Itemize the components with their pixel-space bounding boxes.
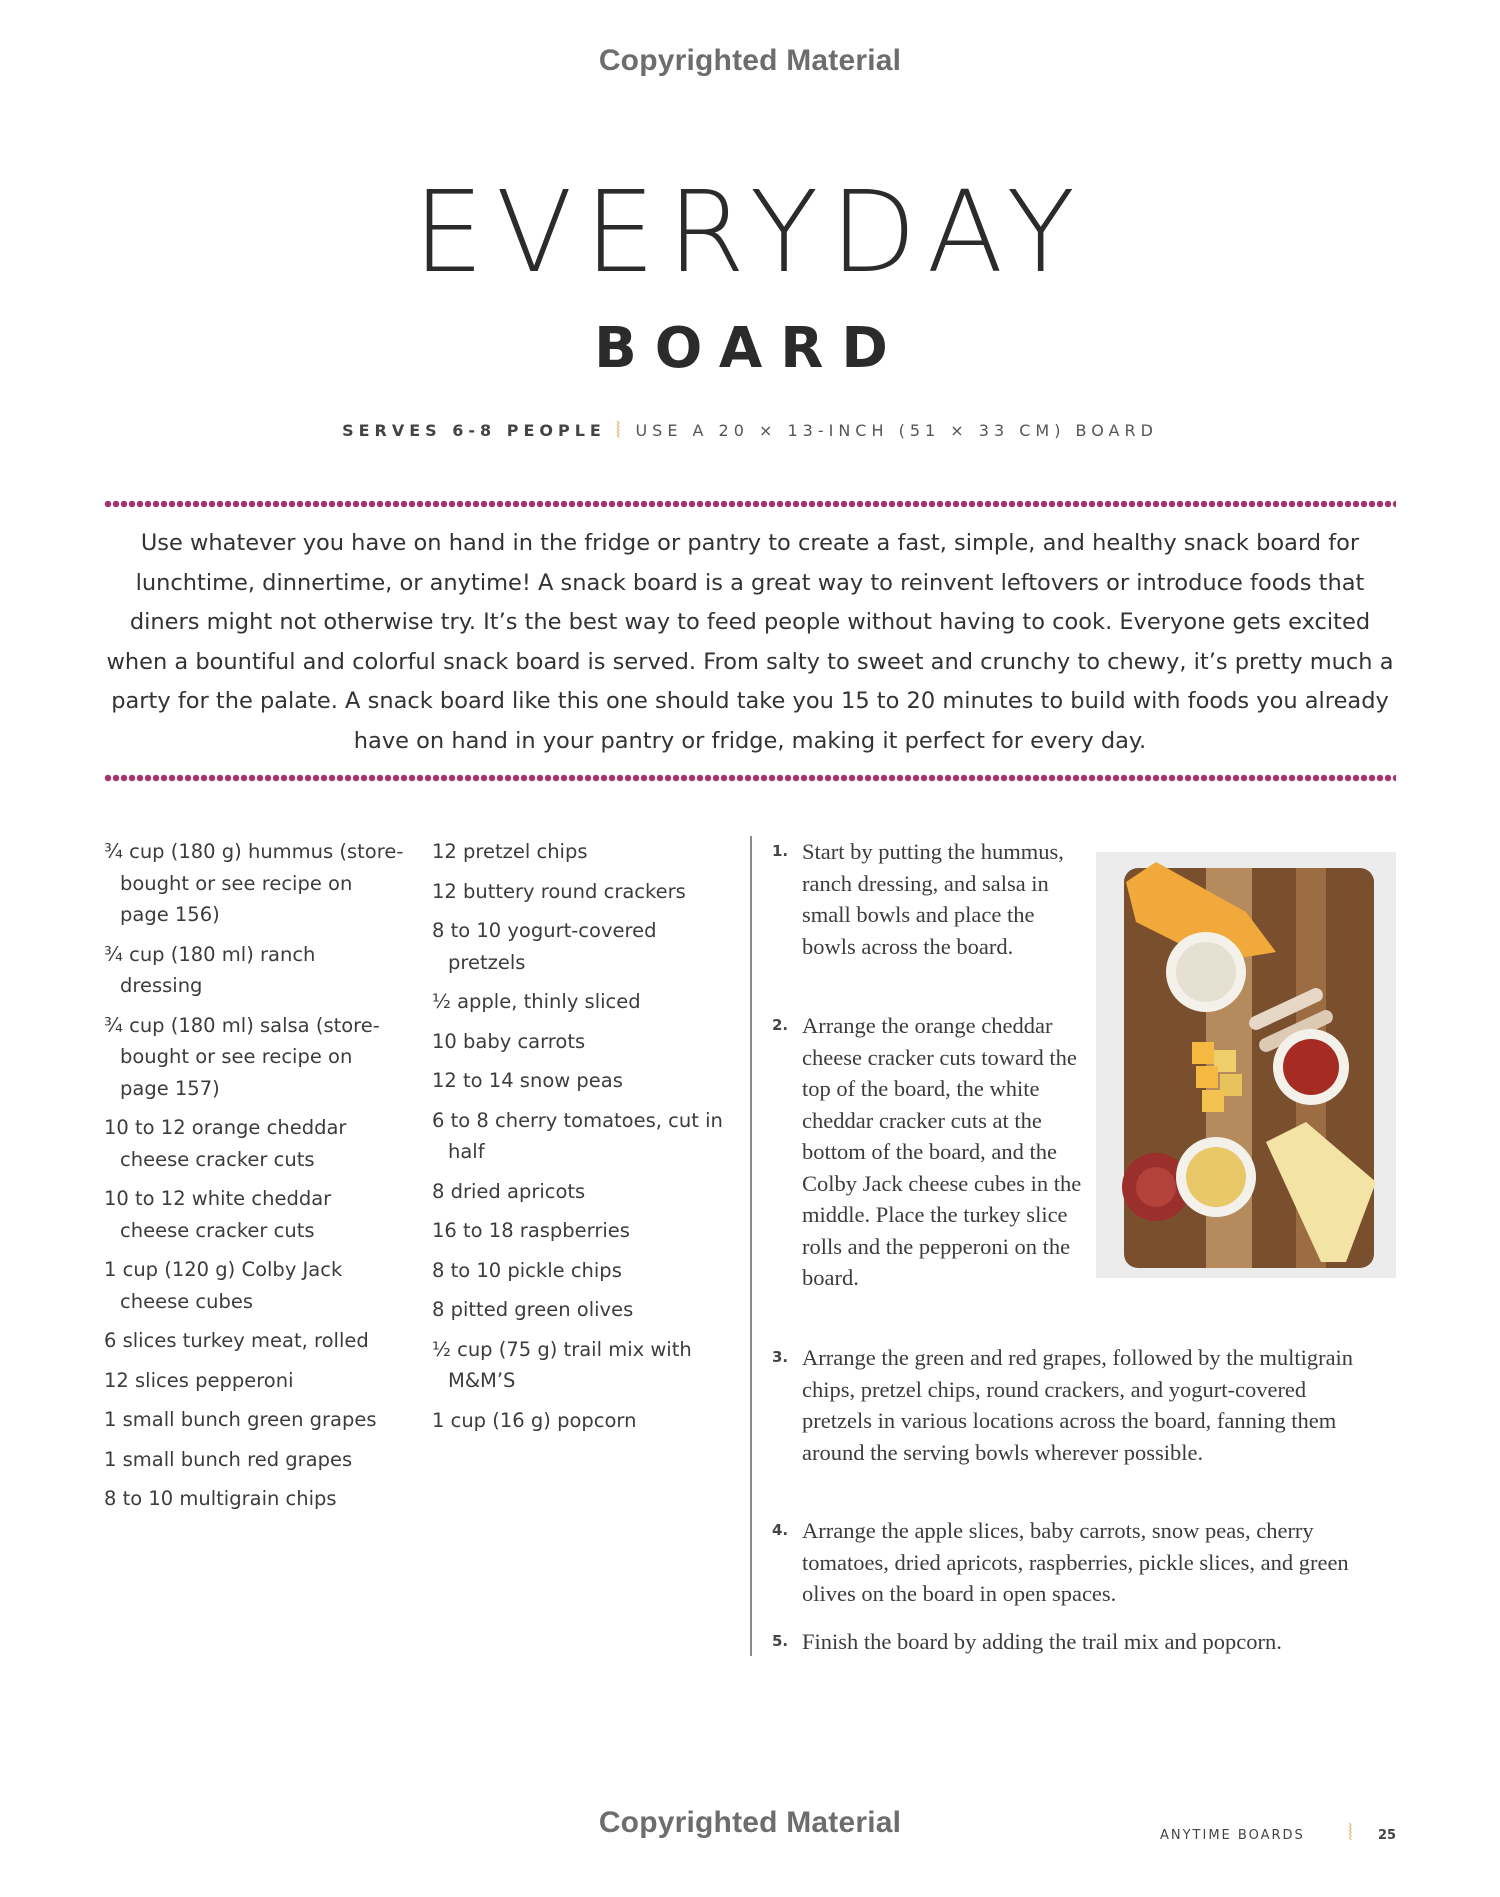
board-size-label: USE A 20 × 13-INCH (51 × 33 CM) BOARD — [635, 421, 1158, 440]
ingredient-item: ¾ cup (180 g) hummus (store-bought or see recipe on page 156) — [104, 840, 404, 926]
ingredient-item: 12 to 14 snow peas — [432, 1069, 623, 1092]
step-text: Finish the board by adding the trail mix and popcorn. — [802, 1629, 1282, 1654]
step-number: 5. — [772, 1632, 789, 1650]
copyright-watermark-top: Copyrighted Material — [598, 44, 902, 77]
step-number: 2. — [772, 1016, 789, 1034]
serves-info — [0, 417, 1500, 442]
step-number: 1. — [772, 842, 789, 860]
ingredient-item: 8 pitted green olives — [432, 1298, 634, 1321]
column-divider — [750, 836, 752, 1656]
ingredient-item: 1 cup (120 g) Colby Jack cheese cubes — [104, 1258, 343, 1313]
ingredient-item: 8 dried apricots — [432, 1179, 586, 1203]
ingredient-item: 8 to 10 multigrain chips — [104, 1487, 337, 1510]
ingredient-item: 8 to 10 yogurt-covered pretzels — [432, 919, 657, 974]
step-1 — [772, 836, 1082, 962]
dotted-divider-bottom — [104, 772, 1396, 784]
ingredient-item: 12 pretzel chips — [432, 840, 588, 863]
serves-label: SERVES 6-8 PEOPLE — [342, 421, 606, 440]
page-title: EVERYDAY — [413, 168, 1087, 298]
dotted-divider-top — [104, 498, 1396, 510]
ingredient-item: 6 slices turkey meat, rolled — [104, 1329, 369, 1352]
ingredients-list-column-2 — [432, 836, 732, 1444]
step-2 — [772, 1010, 1082, 1294]
step-text: Arrange the orange cheddar cheese cracker cuts toward the top of the board, the white cheddar cracker cuts at the bottom of the board, and the Colby Jack cheese cubes in the middle. Place the turkey slice rolls and the pepperoni on the board. — [802, 1013, 1082, 1290]
ingredient-item: 1 small bunch red grapes — [104, 1447, 353, 1471]
ingredient-item: 8 to 10 pickle chips — [432, 1258, 622, 1282]
ingredient-item: ½ cup (75 g) trail mix with M&M’S — [432, 1337, 692, 1392]
ingredient-item: 10 to 12 white cheddar cheese cracker cuts — [104, 1187, 332, 1242]
ingredient-item: 1 cup (16 g) popcorn — [432, 1408, 637, 1432]
ingredient-item: ¾ cup (180 ml) salsa (store-bought or see recipe on page 157) — [104, 1013, 380, 1100]
step-4 — [772, 1515, 1372, 1610]
intro-paragraph: Use whatever you have on hand in the fridge or pantry to create a fast, simple, and healthy snack board for lunchtime, dinnertime, or anytime! A snack board is a great way to reinvent leftovers or introduce foods that diners might not otherwise try. It’s the best way to feed people without having to cook. Everyone gets excited when a bountiful and colorful snack board is served. From salty to sweet and crunchy to chewy, it’s pretty much a party for the palate. A snack board like this one should take you 15 to 20 minutes to build with foods you already have on hand in your pantry or fridge, making it perfect for every day. — [106, 530, 1394, 754]
snack-board-photo — [1096, 852, 1396, 1278]
ingredient-item: 16 to 18 raspberries — [432, 1219, 630, 1242]
ingredient-item: 1 small bunch green grapes — [104, 1408, 377, 1431]
footer-section-title: ANYTIME BOARDS — [1160, 1828, 1305, 1843]
step-text: Arrange the apple slices, baby carrots, snow peas, cherry tomatoes, dried apricots, raspberries, pickle slices, and green olives on the board in open spaces. — [802, 1518, 1349, 1606]
ingredient-item: ½ apple, thinly sliced — [432, 990, 641, 1013]
ingredient-item: 10 to 12 orange cheddar cheese cracker cuts — [104, 1116, 347, 1171]
step-5 — [772, 1626, 1372, 1658]
copyright-watermark-bottom: Copyrighted Material — [598, 1806, 902, 1839]
ingredient-item: 6 to 8 cherry tomatoes, cut in half — [432, 1108, 723, 1163]
step-text: Arrange the green and red grapes, followed by the multigrain chips, pretzel chips, round crackers, and yogurt-covered pretzels in various locations across the board, fanning them around the serving bowls wherever possible. — [802, 1345, 1354, 1465]
separator-icon: ⦚ — [615, 419, 626, 444]
ingredient-item: 12 buttery round crackers — [432, 879, 686, 903]
footer-separator-icon: ⦚ — [1348, 1821, 1353, 1846]
step-text: Start by putting the hummus, ranch dressing, and salsa in small bowls and place the bowls across the board. — [802, 839, 1064, 959]
page-subtitle: BOARD — [594, 316, 906, 381]
ingredient-item: ¾ cup (180 ml) ranch dressing — [104, 942, 316, 997]
step-number: 4. — [772, 1521, 789, 1539]
step-3 — [772, 1342, 1372, 1468]
ingredient-item: 10 baby carrots — [432, 1029, 586, 1053]
snack-board-illustration — [1096, 852, 1396, 1278]
step-number: 3. — [772, 1348, 789, 1366]
page-number: 25 — [1378, 1828, 1397, 1843]
ingredient-item: 12 slices pepperoni — [104, 1368, 294, 1392]
ingredients-list-column-1 — [104, 836, 404, 1523]
